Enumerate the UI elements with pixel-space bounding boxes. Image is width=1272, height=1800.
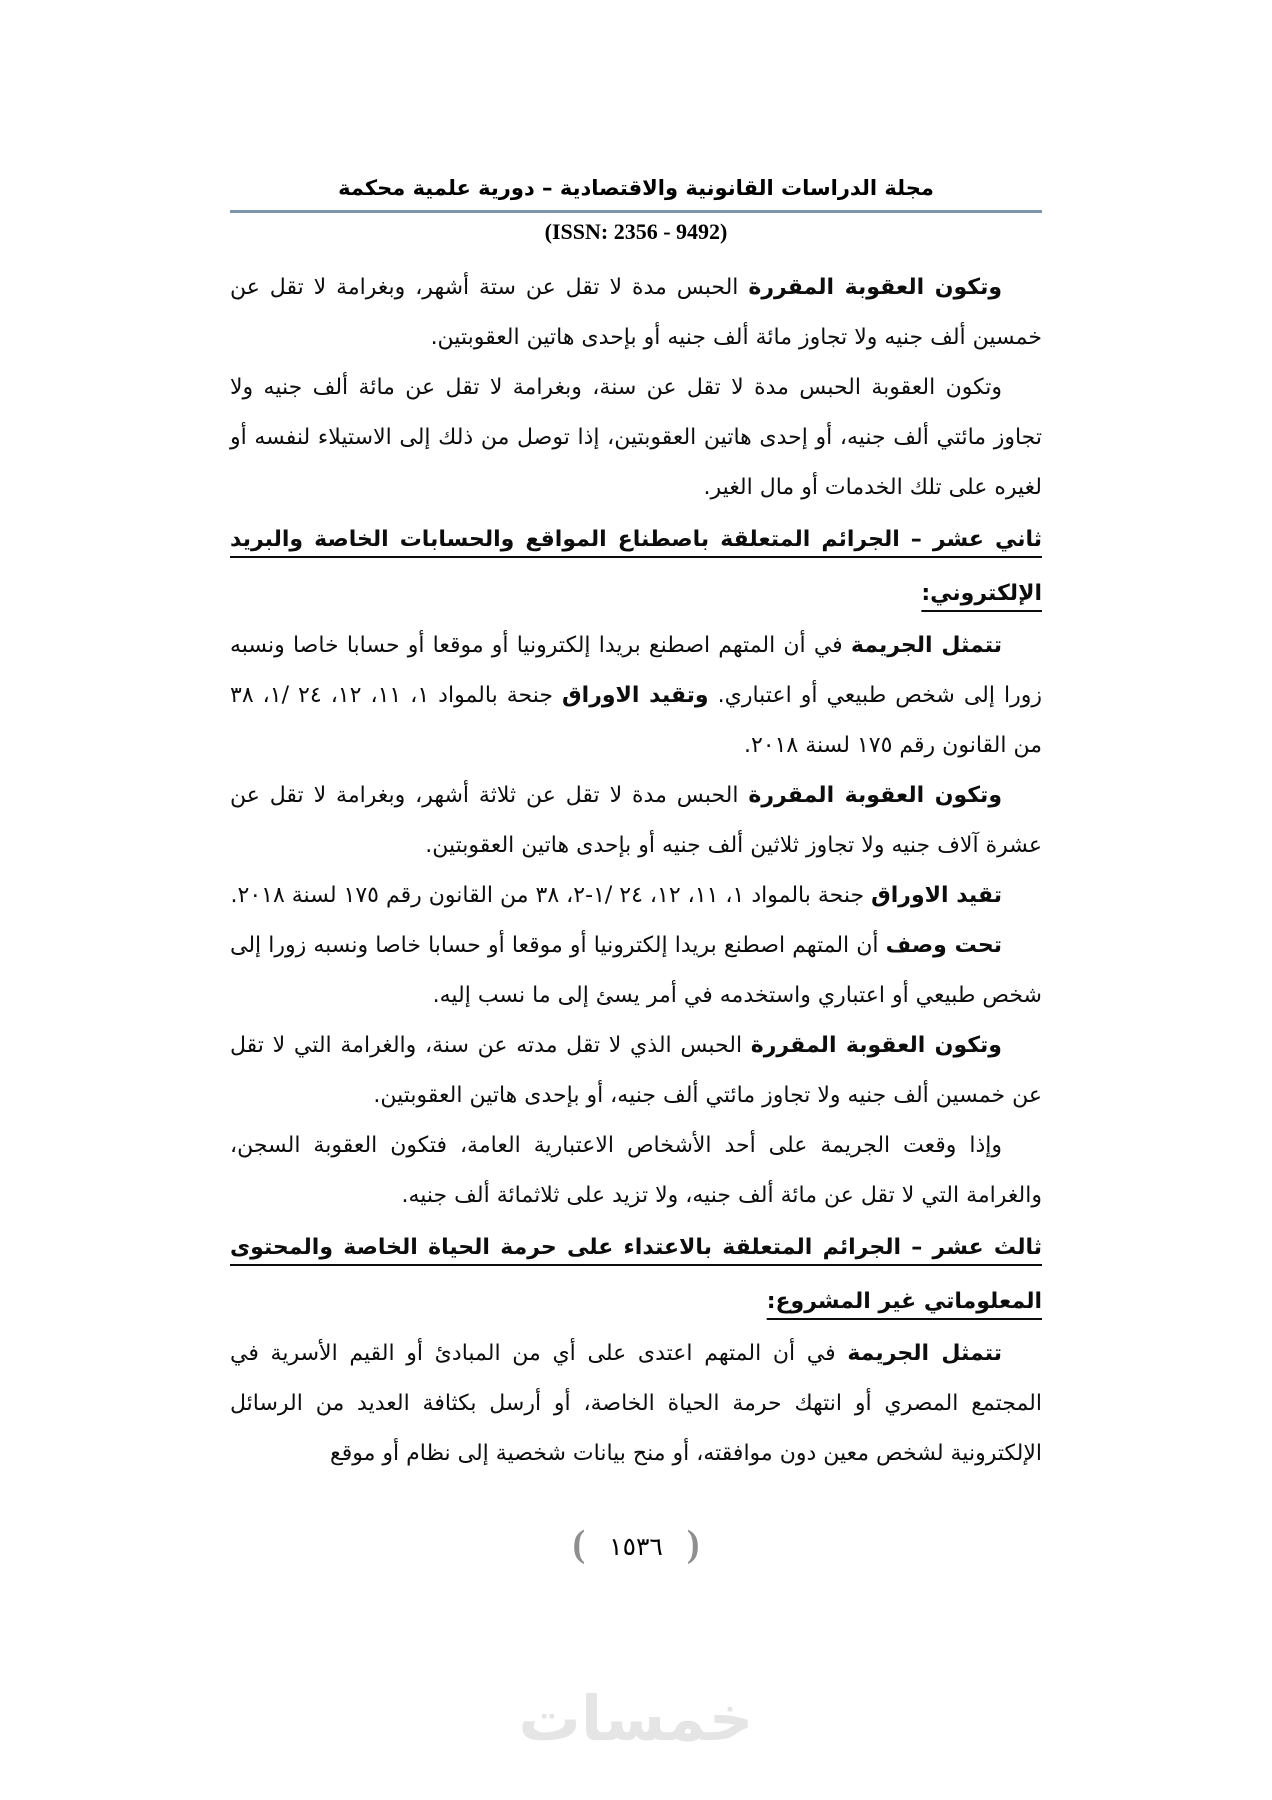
page-number: ١٥٣٦ [609,1531,663,1561]
bold-lead: تحت وصف [885,933,1002,958]
paragraph-penalty-six-months [230,263,1042,363]
paragraph-text: جنحة بالمواد ١، ١١، ١٢، ٢٤ /١-٢، ٣٨ من القانون رقم ١٧٥ لسنة ٢٠١٨. [230,883,872,908]
bold-lead: تتمثل الجريمة [850,633,1002,658]
paragraph-papers-registered [230,871,1042,921]
page-number-bracket-right: ) [572,1523,586,1565]
bold-lead: وتكون العقوبة المقررة [748,783,1002,808]
header-rule-divider [230,210,1042,213]
paragraph-penalty-one-year [230,363,1042,513]
paragraph-text: وتكون العقوبة الحبس مدة لا تقل عن سنة، وبغرامة لا تقل عن مائة ألف جنيه ولا تجاوز مائتي ألف جنيه، أو إحدى هاتين العقوبتين، إذا توصل من ذلك إلى الاستيلاء لنفسه أو لغيره على تلك الخدمات أو مال الغير. [230,375,1042,500]
paragraph-text: جنحة بالمواد ١، ١١، ١٢، ٢٤ /١، ٣٨ من القانون رقم ١٧٥ لسنة ٢٠١٨. [230,683,1042,758]
paragraph-text: الحبس مدة لا تقل عن ستة أشهر، وبغرامة لا تقل عن خمسين ألف جنيه ولا تجاوز مائة ألف جنيه أو بإحدى هاتين العقوبتين. [230,275,1042,350]
bold-lead: تقيد الاوراق [871,883,1002,908]
bold-lead: وتكون العقوبة المقررة [748,275,1003,300]
document-body [230,263,1042,1479]
bold-lead: وتقيد الاوراق [561,683,709,708]
paragraph-crime-description-privacy [230,1329,1042,1479]
paragraph-under-description [230,921,1042,1021]
paragraph-text: الحبس الذي لا تقل مدته عن سنة، والغرامة التي لا تقل عن خمسين ألف جنيه ولا تجاوز مائتي ألف جنيه، أو بإحدى هاتين العقوبتين. [230,1033,1042,1108]
journal-title: مجلة الدراسات القانونية والاقتصادية – دورية علمية محكمة [338,176,934,200]
bold-lead: وتكون العقوبة المقررة [750,1033,1002,1058]
page-content [230,174,1042,1479]
section-heading-thirteenth: ثالث عشر – الجرائم المتعلقة بالاعتداء على حرمة الحياة الخاصة والمحتوى المعلوماتي غير المشروع: [230,1235,1042,1314]
issn-line: (ISSN: 2356 - 9492) [544,219,728,244]
page-number-bracket-left: ( [686,1523,700,1565]
khamsat-watermark: خمسات [518,1682,754,1755]
paragraph-text: أن المتهم اصطنع بريدا إلكترونيا أو موقعا أو حسابا خاصا ونسبه زورا إلى شخص طبيعي أو اعتباري واستخدمه في أمر يسئ إلى ما نسب إليه. [230,933,1042,1008]
bold-lead: تتمثل الجريمة [847,1341,1002,1366]
paragraph-text: الحبس مدة لا تقل عن ثلاثة أشهر، وبغرامة لا تقل عن عشرة آلاف جنيه ولا تجاوز ثلاثين ألف جنيه أو بإحدى هاتين العقوبتين. [230,783,1042,858]
paragraph-penalty-imprisonment-year [230,1021,1042,1121]
paragraph-public-juridical-persons [230,1121,1042,1221]
paragraph-penalty-three-months [230,771,1042,871]
page-footer [0,1524,1272,1568]
paragraph-text: وإذا وقعت الجريمة على أحد الأشخاص الاعتبارية العامة، فتكون العقوبة السجن، والغرامة التي لا تقل عن مائة ألف جنيه، ولا تزيد على ثلاثمائة ألف جنيه. [230,1133,1042,1208]
paragraph-crime-description-forgery [230,621,1042,771]
section-heading-twelfth: ثاني عشر – الجرائم المتعلقة باصطناع المواقع والحسابات الخاصة والبريد الإلكتروني: [230,527,1042,606]
paragraph-text: في أن المتهم اصطنع بريدا إلكترونيا أو موقعا أو حسابا خاصا ونسبه زورا إلى شخص طبيعي أو اعتباري. [230,633,1042,708]
paragraph-text: في أن المتهم اعتدى على أي من المبادئ أو القيم الأسرية في المجتمع المصري أو انتهك حرمة الحياة الخاصة، أو أرسل بكثافة العديد من الرسائل الإلكترونية لشخص معين دون موافقته، أو منح بيانات شخصية إلى نظام أو موقع [230,1341,1042,1466]
